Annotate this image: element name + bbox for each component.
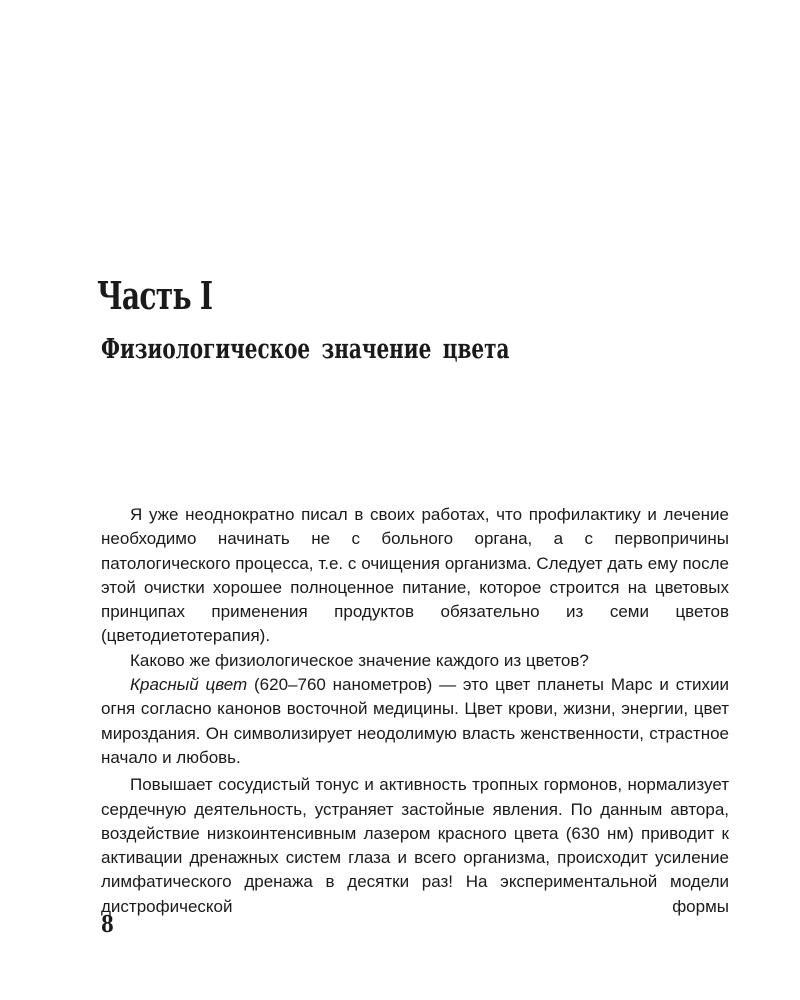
body-text: [101, 503, 729, 919]
paragraph-intro: Я уже неоднократно писал в своих работах, что профилактику и лечение необходимо начинать не с больного органа, а с первопричины патологического процесса, т.е. с очищения организма. Следует дать ему после этой очистки хорошее полноценное питание, которое строится на цветовых принципах применения продуктов обязательно из семи цветов (цветодиетотерапия).: [101, 505, 729, 646]
paragraph-question: Каково же физиологическое значение каждого из цветов?: [130, 650, 589, 670]
part-title: Часть I: [97, 273, 213, 318]
page-number: 8: [101, 911, 114, 938]
red-color-description: (620–760 нанометров) — это цвет планеты Марс и стихии огня согласно канонов восточной медицины. Цвет крови, жизни, энергии, цвет мироздания. Он символизирует неодолимую власть женственности, страстное начало и любовь.: [101, 675, 729, 767]
paragraph-effects: Повышает сосудистый тонус и активность тропных гормонов, нормализует сердечную деятельность, устраняет застойные явления. По данным автора, воздействие низкоинтенсивным лазером красного цвета (630 нм) приводит к активации дренажных систем глаза и всего организма, происходит усиление лимфатического дренажа в десятки раз! На экспериментальной модели дистрофической формы: [101, 775, 729, 916]
chapter-title: Физиологическое значение цвета: [101, 334, 510, 365]
paragraph-red-color: [101, 673, 729, 770]
red-color-term: Красный цвет: [130, 675, 248, 695]
